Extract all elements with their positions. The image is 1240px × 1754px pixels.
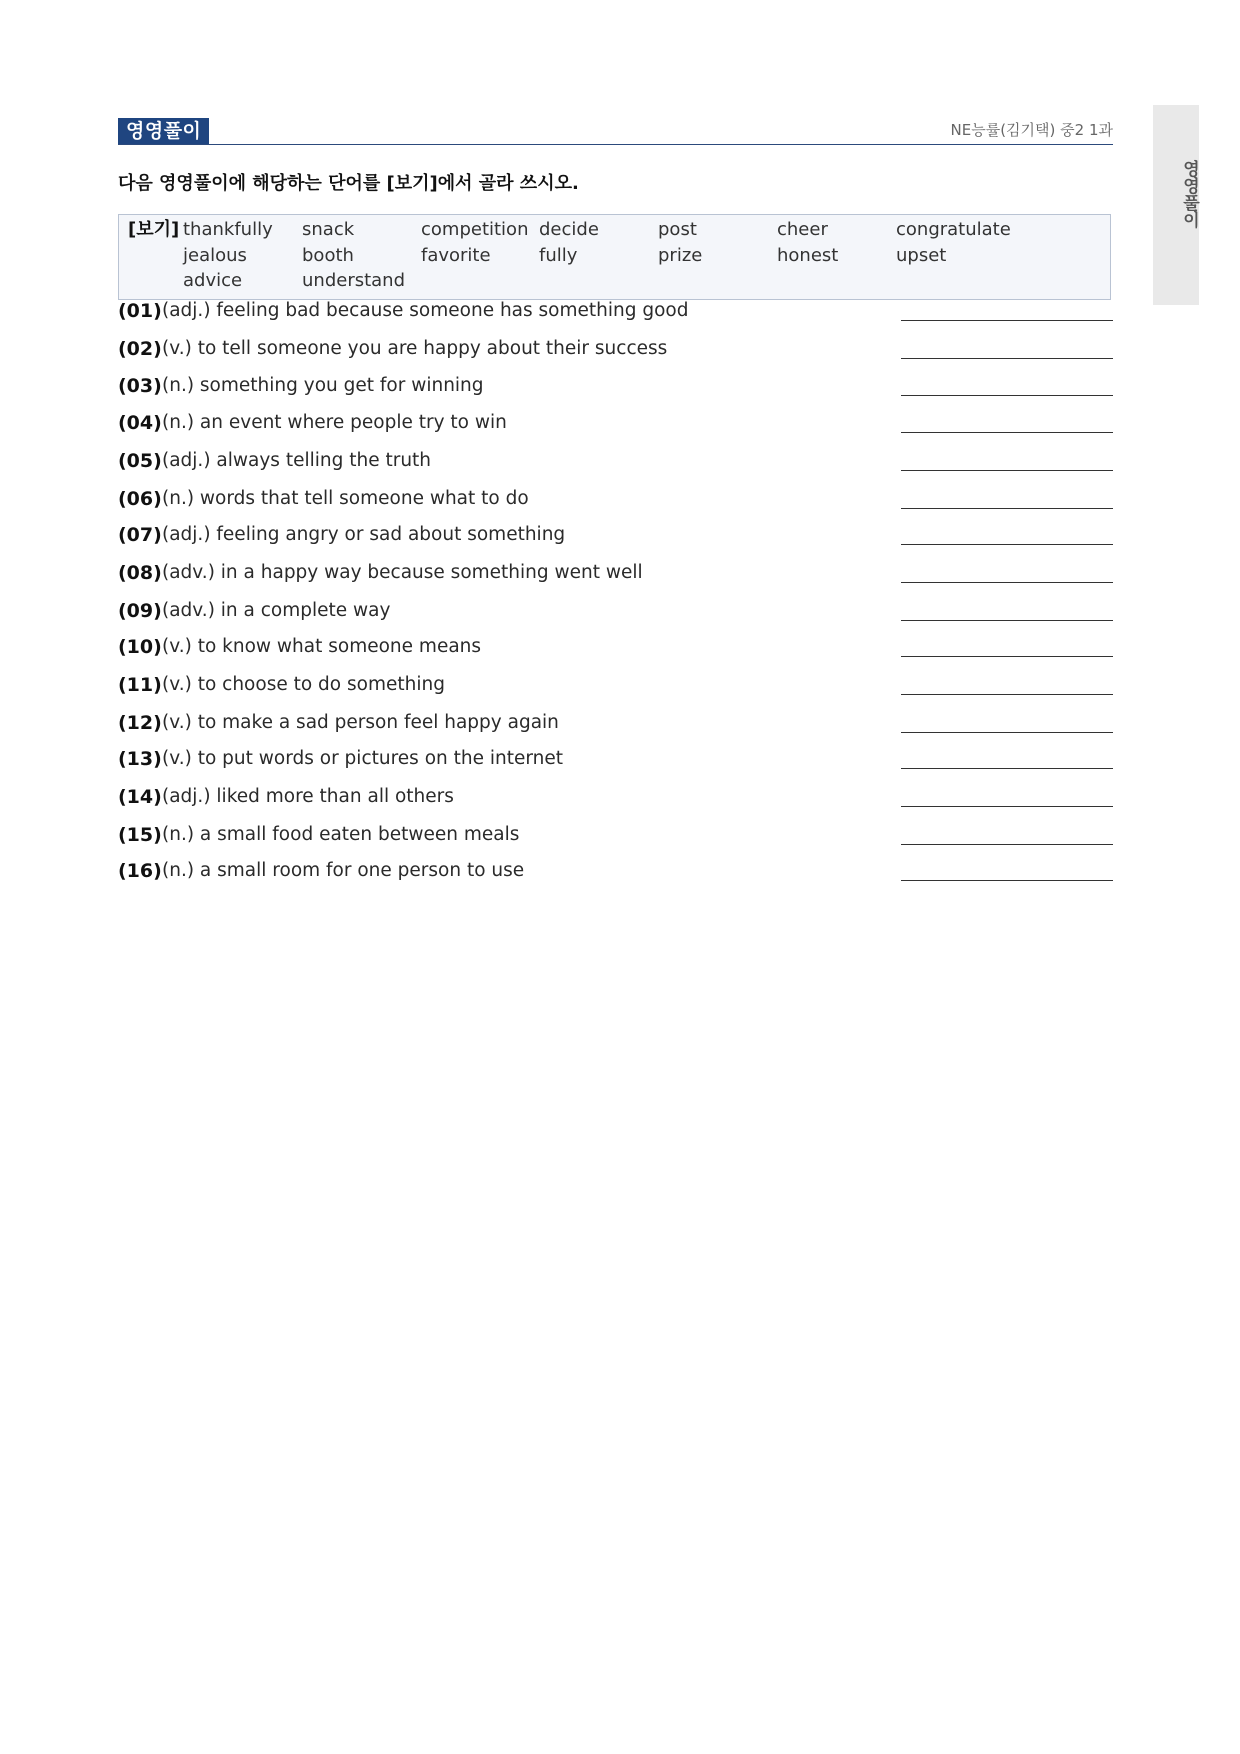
- question-number: (05): [118, 450, 162, 472]
- question-item: [118, 448, 1113, 474]
- answer-blank[interactable]: [901, 582, 1113, 583]
- word-option: prize: [658, 245, 703, 266]
- question-definition: (n.) a small room for one person to use: [162, 860, 525, 881]
- word-option: favorite: [421, 245, 491, 266]
- answer-blank[interactable]: [901, 656, 1113, 657]
- answer-blank[interactable]: [901, 620, 1113, 621]
- question-item: [118, 858, 1113, 884]
- question-definition: (adj.) liked more than all others: [162, 786, 454, 807]
- question-number: (12): [118, 712, 162, 734]
- word-option: booth: [302, 245, 354, 266]
- answer-blank[interactable]: [901, 320, 1113, 321]
- question-item: [118, 298, 1113, 324]
- question-definition: (v.) to tell someone you are happy about their success: [162, 338, 668, 359]
- section-tag: 영영풀이: [118, 118, 209, 144]
- answer-blank[interactable]: [901, 432, 1113, 433]
- word-option: decide: [539, 219, 599, 240]
- question-number: (02): [118, 338, 162, 360]
- question-item: [118, 672, 1113, 698]
- question-number: (14): [118, 786, 162, 808]
- question-definition: (v.) to know what someone means: [162, 636, 482, 657]
- side-tab: [1153, 105, 1199, 305]
- question-number: (13): [118, 748, 162, 770]
- header-bar: [118, 118, 1113, 145]
- answer-blank[interactable]: [901, 732, 1113, 733]
- word-option: cheer: [777, 219, 828, 240]
- question-definition: (n.) a small food eaten between meals: [162, 824, 520, 845]
- question-number: (15): [118, 824, 162, 846]
- question-number: (01): [118, 300, 162, 322]
- word-option: fully: [539, 245, 578, 266]
- word-option: congratulate: [896, 219, 1011, 240]
- word-box: [118, 214, 1111, 300]
- question-definition: (v.) to choose to do something: [162, 674, 445, 695]
- instruction: 다음 영영풀이에 해당하는 단어를 [보기]에서 골라 쓰시오.: [118, 173, 579, 194]
- word-option: understand: [302, 270, 406, 291]
- question-item: [118, 560, 1113, 586]
- question-definition: (adv.) in a complete way: [162, 600, 391, 621]
- word-option: thankfully: [183, 219, 273, 240]
- answer-blank[interactable]: [901, 508, 1113, 509]
- question-item: [118, 410, 1113, 436]
- question-number: (07): [118, 524, 162, 546]
- question-number: (11): [118, 674, 162, 696]
- word-option: competition: [421, 219, 529, 240]
- question-definition: (n.) words that tell someone what to do: [162, 488, 529, 509]
- word-option: honest: [777, 245, 839, 266]
- answer-blank[interactable]: [901, 768, 1113, 769]
- word-option: jealous: [183, 245, 247, 266]
- answer-blank[interactable]: [901, 844, 1113, 845]
- word-option: upset: [896, 245, 947, 266]
- question-item: [118, 822, 1113, 848]
- question-number: (09): [118, 600, 162, 622]
- answer-blank[interactable]: [901, 358, 1113, 359]
- question-item: [118, 486, 1113, 512]
- question-definition: (adj.) feeling angry or sad about something: [162, 524, 566, 545]
- question-definition: (n.) an event where people try to win: [162, 412, 507, 433]
- question-item: [118, 710, 1113, 736]
- answer-blank[interactable]: [901, 544, 1113, 545]
- question-item: [118, 634, 1113, 660]
- question-definition: (v.) to put words or pictures on the internet: [162, 748, 564, 769]
- side-tab-label: 영영풀이: [1179, 160, 1199, 228]
- question-definition: (v.) to make a sad person feel happy again: [162, 712, 559, 733]
- question-item: [118, 522, 1113, 548]
- question-number: (10): [118, 636, 162, 658]
- question-definition: (adj.) feeling bad because someone has something good: [162, 300, 689, 321]
- question-item: [118, 373, 1113, 399]
- question-item: [118, 598, 1113, 624]
- question-definition: (adj.) always telling the truth: [162, 450, 432, 471]
- question-definition: (n.) something you get for winning: [162, 375, 484, 396]
- answer-blank[interactable]: [901, 470, 1113, 471]
- word-option: post: [658, 219, 697, 240]
- question-item: [118, 746, 1113, 772]
- answer-blank[interactable]: [901, 694, 1113, 695]
- question-number: (16): [118, 860, 162, 882]
- question-item: [118, 336, 1113, 362]
- word-option: snack: [302, 219, 355, 240]
- question-item: [118, 784, 1113, 810]
- book-info: NE능률(김기택) 중2 1과: [950, 121, 1113, 139]
- question-number: (08): [118, 562, 162, 584]
- question-definition: (adv.) in a happy way because something went well: [162, 562, 643, 583]
- question-number: (03): [118, 375, 162, 397]
- answer-blank[interactable]: [901, 395, 1113, 396]
- word-box-label: [보기]: [128, 219, 180, 240]
- answer-blank[interactable]: [901, 880, 1113, 881]
- question-number: (06): [118, 488, 162, 510]
- word-option: advice: [183, 270, 243, 291]
- answer-blank[interactable]: [901, 806, 1113, 807]
- question-number: (04): [118, 412, 162, 434]
